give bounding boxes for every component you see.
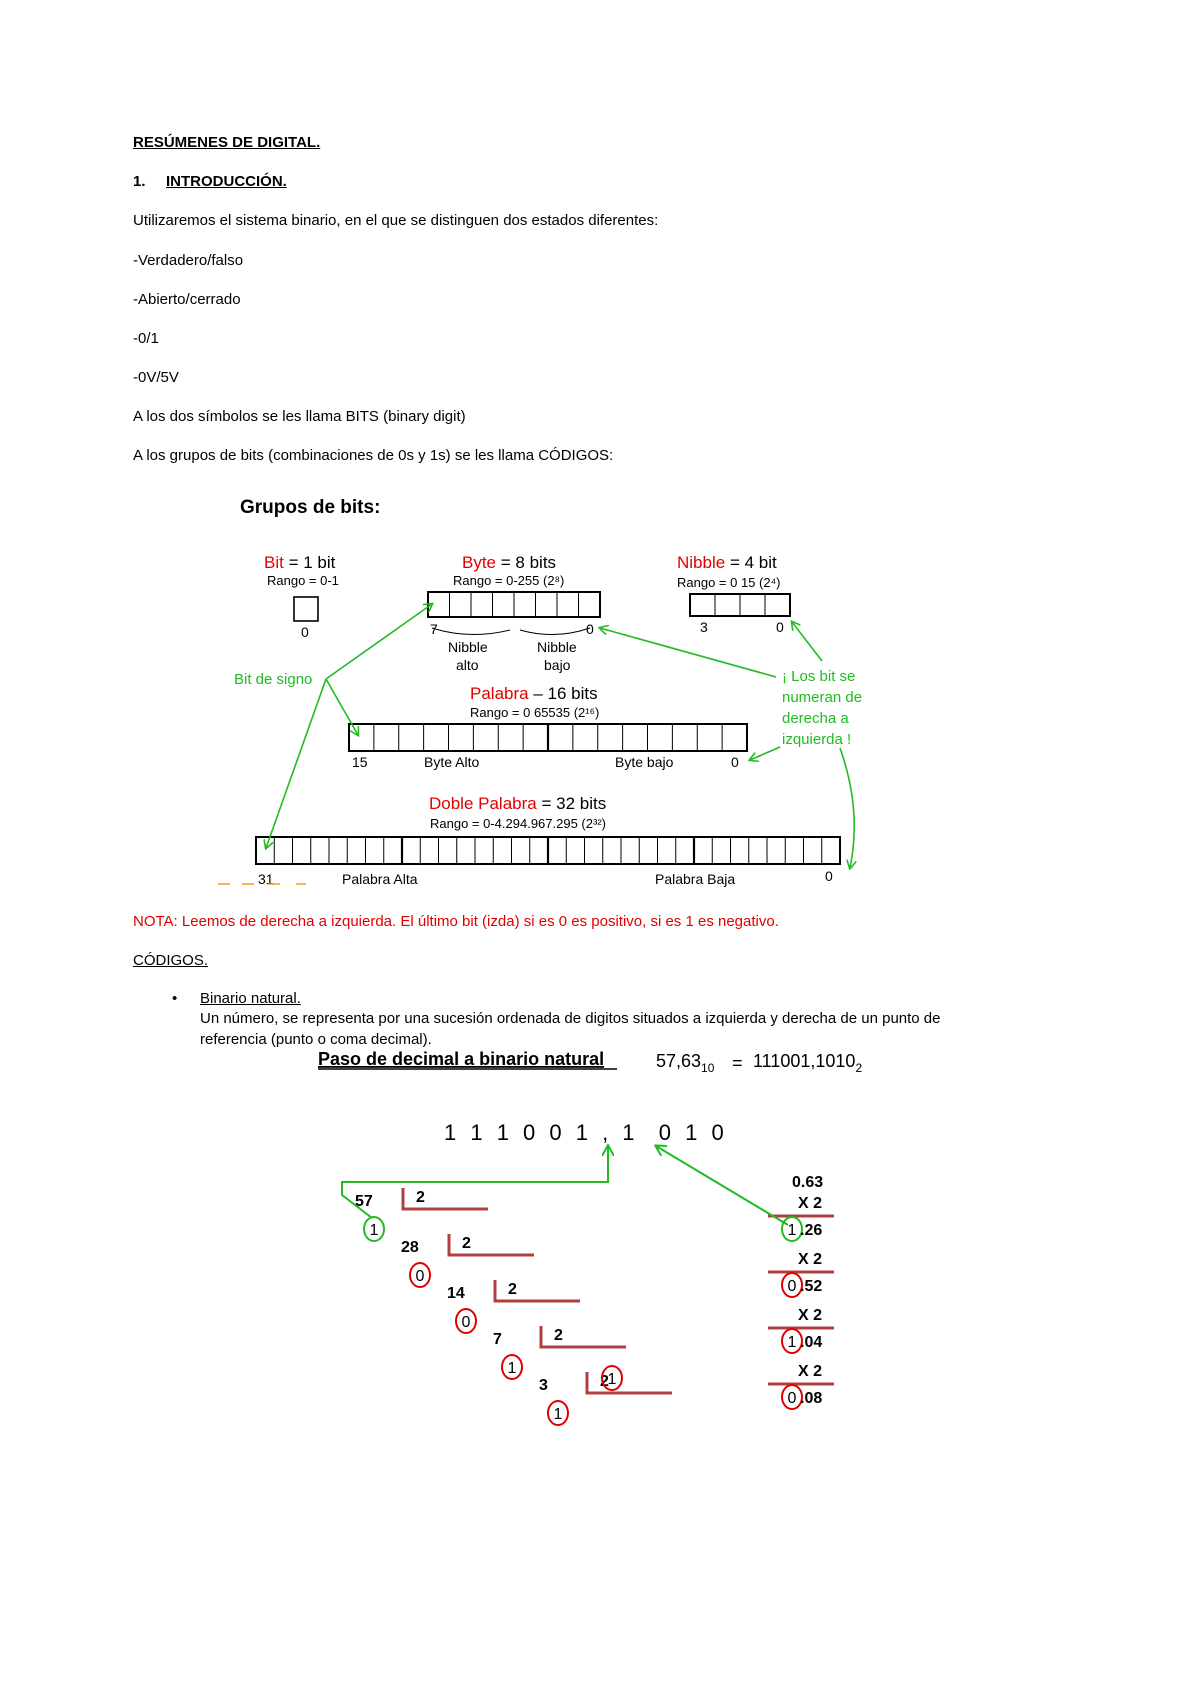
order-note: ¡ Los bit se xyxy=(782,668,856,685)
divisor: 2 xyxy=(554,1327,563,1344)
section-number: 1. xyxy=(133,173,146,190)
order-note: izquierda ! xyxy=(782,731,852,748)
remainder: 1 xyxy=(607,1371,617,1388)
order-arrow-nibble xyxy=(792,622,822,661)
nibble-title: Nibble = 4 bit xyxy=(677,553,777,572)
nibble-high-label: alto xyxy=(456,657,479,673)
bullet-title: Binario natural. xyxy=(200,990,301,1007)
multiplier: X 2 xyxy=(798,1307,823,1324)
byte-register xyxy=(428,592,600,617)
bit-index: 0 xyxy=(301,624,309,640)
doc-title: RESÚMENES DE DIGITAL. xyxy=(133,134,321,151)
fraction-remainder: .08 xyxy=(800,1390,823,1407)
dividend: 3 xyxy=(539,1377,548,1394)
word-low-label: Palabra Baja xyxy=(655,871,736,887)
nibble-low-label: Nibble xyxy=(537,639,577,655)
divisor: 2 xyxy=(416,1189,425,1206)
remainder: 0 xyxy=(415,1268,425,1285)
equation-equals: = xyxy=(732,1053,743,1073)
divisor: 2 xyxy=(462,1235,471,1252)
byte-high-index: 7 xyxy=(430,621,438,637)
nibble-brace xyxy=(432,628,590,635)
dword-title: Doble Palabra = 32 bits xyxy=(429,794,607,813)
bit-range: Rango = 0-1 xyxy=(267,573,339,588)
binary-result: 1 1 1 0 0 1 , 1 0 1 0 xyxy=(444,1120,728,1145)
nibble-register xyxy=(690,594,790,616)
sign-arrow-byte xyxy=(326,604,432,679)
word-range: Rango = 0 65535 (2¹⁶) xyxy=(470,705,600,720)
state-item: -Verdadero/falso xyxy=(133,252,244,269)
remainder: 1 xyxy=(507,1360,517,1377)
state-item: -0V/5V xyxy=(133,369,179,386)
byte-low-label: Byte bajo xyxy=(615,754,674,770)
dword-high-index: 31 xyxy=(258,871,274,887)
codes-paragraph: A los grupos de bits (combinaciones de 0s y 1s) se les llama CÓDIGOS: xyxy=(133,447,614,464)
intro-paragraph: Utilizaremos el sistema binario, en el que se distinguen dos estados diferentes: xyxy=(133,212,659,229)
dword-low-index: 0 xyxy=(825,868,833,884)
equation-right: $111001,1010_2$ xyxy=(753,1051,863,1075)
integer-digit: 0 xyxy=(787,1278,797,1295)
state-item: -Abierto/cerrado xyxy=(133,291,241,308)
nibble-low-label: bajo xyxy=(544,657,571,673)
remainder: 1 xyxy=(369,1222,379,1239)
byte-label: Byte = 8 bits xyxy=(462,553,557,572)
note-paragraph: NOTA: Leemos de derecha a izquierda. El último bit (izda) si es 0 es positivo, si es 1 es negativo. xyxy=(133,913,779,930)
word-low-index: 0 xyxy=(731,754,739,770)
remainder: 1 xyxy=(553,1406,563,1423)
fraction-remainder: .52 xyxy=(800,1278,823,1295)
word-register xyxy=(349,724,747,751)
conversion-title: Paso de decimal a binario natural xyxy=(318,1049,605,1069)
bullet-icon: • xyxy=(172,990,178,1007)
order-note: numeran de xyxy=(782,689,863,706)
fraction-remainder: .26 xyxy=(800,1222,823,1239)
bits-paragraph: A los dos símbolos se les llama BITS (binary digit) xyxy=(133,408,466,425)
bit-groups-title: Grupos de bits: xyxy=(240,497,381,518)
section-title: INTRODUCCIÓN. xyxy=(166,173,287,190)
sign-arrow-word xyxy=(326,679,358,735)
word-high-index: 15 xyxy=(352,754,368,770)
order-note: derecha a xyxy=(782,710,849,727)
integer-digit: 1 xyxy=(787,1222,797,1239)
multiplier: X 2 xyxy=(798,1363,823,1380)
dividend: 57 xyxy=(355,1193,373,1210)
nibble-high-label: Nibble xyxy=(448,639,488,655)
integer-digit: 0 xyxy=(787,1390,797,1407)
dword-range: Rango = 0-4.294.967.295 (2³²) xyxy=(430,816,606,831)
sign-bit-label: Bit de signo xyxy=(234,671,313,688)
nibble-range: Rango = 0 15 (2⁴) xyxy=(677,575,781,590)
codes-heading: CÓDIGOS. xyxy=(133,952,209,969)
fraction-remainder: .04 xyxy=(800,1334,823,1351)
byte-high-label: Byte Alto xyxy=(424,754,480,770)
fraction-start: 0.63 xyxy=(792,1174,824,1191)
bullet-text: referencia (punto o coma decimal). xyxy=(200,1031,432,1048)
bit-cell xyxy=(294,597,318,621)
bit-label: Bit = 1 bit xyxy=(264,553,336,572)
order-arrow-byte xyxy=(600,628,776,677)
byte-low-index: 0 xyxy=(586,621,594,637)
dword-register xyxy=(256,837,840,864)
divisor: 2 xyxy=(600,1373,609,1390)
dividend: 28 xyxy=(401,1239,419,1256)
integer-digit: 1 xyxy=(787,1334,797,1351)
dividend: 7 xyxy=(493,1331,502,1348)
sign-arrow-dword xyxy=(266,679,326,848)
nibble-low-index: 0 xyxy=(776,619,784,635)
byte-range: Rango = 0-255 (2⁸) xyxy=(453,573,565,588)
nibble-high-index: 3 xyxy=(700,619,708,635)
multiplier: X 2 xyxy=(798,1195,823,1212)
divisor: 2 xyxy=(508,1281,517,1298)
dividend: 14 xyxy=(447,1285,465,1302)
order-arrow-dword xyxy=(840,748,854,868)
word-high-label: Palabra Alta xyxy=(342,871,418,887)
state-item: -0/1 xyxy=(133,330,159,347)
equation-left: $57,63_{10}$ xyxy=(656,1051,715,1075)
word-title: Palabra – 16 bits xyxy=(470,684,598,703)
multiplier: X 2 xyxy=(798,1251,823,1268)
bullet-text: Un número, se representa por una sucesión ordenada de digitos situados a izquierda y derecha de un punto de xyxy=(200,1010,941,1027)
remainder: 0 xyxy=(461,1314,471,1331)
order-arrow-word xyxy=(750,747,780,760)
